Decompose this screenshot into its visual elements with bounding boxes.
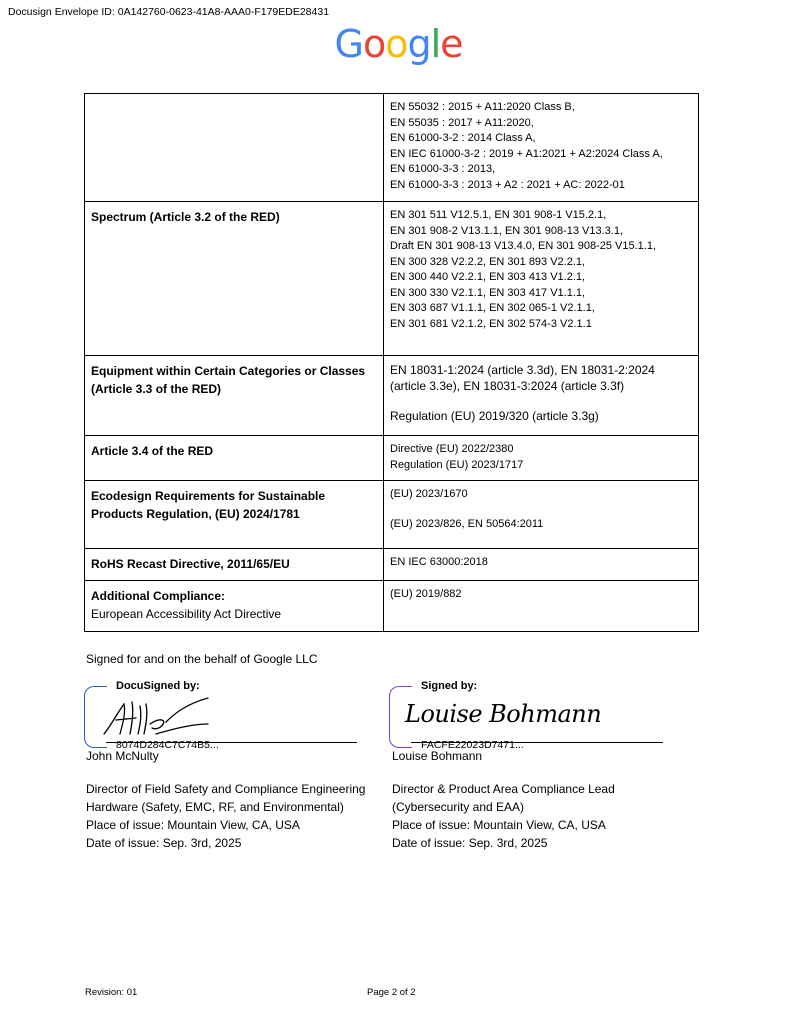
signer-name-1: John McNulty: [86, 749, 159, 763]
table-row: [85, 581, 699, 632]
standard-category: [85, 202, 384, 356]
standard-category: [85, 481, 384, 549]
category-line: Additional Compliance:: [91, 589, 226, 603]
table-row: [85, 481, 699, 549]
logo-letter: g: [407, 22, 431, 66]
category-line: Article 3.4 of the RED: [91, 444, 214, 458]
standard-line: (article 3.3e), EN 18031-3:2024 (article 3.3f): [390, 379, 625, 393]
signature-hash-2: FACFE22023D7471...: [421, 739, 524, 751]
standard-line: EN 61000-3-3 : 2013,: [390, 163, 496, 175]
standard-line: Directive (EU) 2022/2380: [390, 443, 514, 455]
standard-values: [384, 202, 699, 356]
table-row: [85, 202, 699, 356]
logo-letter: l: [430, 22, 441, 66]
category-line: Spectrum (Article 3.2 of the RED): [91, 210, 280, 224]
standard-values: [384, 356, 699, 436]
standard-category: [85, 356, 384, 436]
google-logo: [0, 22, 797, 66]
standard-line: Regulation (EU) 2023/1717: [390, 458, 524, 471]
docusigned-by-label: DocuSigned by:: [116, 680, 200, 692]
signer-details-1: Director of Field Safety and Compliance Engineering Hardware (Safety, EMC, RF, and Environmental) Place of issue: Mountain View, CA, USA Date of issue: Sep. 3rd, 2025: [86, 782, 366, 850]
standard-line: EN 55032 : 2015 + A11:2020 Class B,: [390, 101, 575, 113]
standard-line: EN 61000-3-2 : 2014 Class A,: [390, 132, 536, 144]
spacer: [390, 503, 692, 517]
standard-values: [384, 94, 699, 202]
table-row: [85, 549, 699, 581]
standard-line: EN 303 687 V1.1.1, EN 302 065-1 V2.1.1,: [390, 302, 595, 314]
spacer: [390, 394, 692, 408]
standard-line: EN 301 511 V12.5.1, EN 301 908-1 V15.2.1,: [390, 209, 607, 221]
standards-table: [84, 93, 699, 632]
signature-louise-bohmann: Louise Bohmann: [405, 700, 602, 728]
standard-line: EN 61000-3-3 : 2013 + A2 : 2021 + AC: 2022-01: [390, 178, 625, 191]
standard-line: (EU) 2023/826, EN 50564:2011: [390, 517, 544, 530]
standard-values: [384, 581, 699, 632]
signed-for-statement: Signed for and on the behalf of Google LLC: [86, 652, 318, 666]
category-line: Ecodesign Requirements for Sustainable: [91, 489, 326, 503]
standard-line: EN IEC 61000-3-2 : 2019 + A1:2021 + A2:2024 Class A,: [390, 147, 663, 160]
standard-line: EN 300 330 V2.1.1, EN 303 417 V1.1.1,: [390, 286, 586, 299]
page-number: Page 2 of 2: [367, 987, 416, 998]
signed-by-label: Signed by:: [421, 680, 478, 692]
signer-name-2: Louise Bohmann: [392, 749, 483, 763]
table-row: [85, 94, 699, 202]
docusign-envelope-id: Docusign Envelope ID: 0A142760-0623-41A8-AAA0-F179EDE28431: [8, 6, 330, 18]
revision-number: Revision: 01: [85, 987, 138, 998]
logo-letter: o: [362, 22, 386, 66]
category-line: (Article 3.3 of the RED): [91, 382, 222, 396]
table-row: [85, 436, 699, 481]
standard-values: [384, 481, 699, 549]
standard-category: [85, 436, 384, 481]
standard-category: [85, 94, 384, 202]
category-line: RoHS Recast Directive, 2011/65/EU: [91, 557, 290, 571]
logo-letter: e: [440, 22, 463, 66]
category-subtitle: European Accessibility Act Directive: [91, 607, 282, 621]
logo-letter: G: [334, 22, 363, 66]
standard-values: [384, 549, 699, 581]
signature-john-mcnulty: [96, 694, 216, 742]
standard-line: EN 301 908-2 V13.1.1, EN 301 908-13 V13.3.1,: [390, 224, 623, 237]
standard-values: [384, 436, 699, 481]
standard-line: EN 18031-1:2024 (article 3.3d), EN 18031-2:2024: [390, 363, 655, 377]
standard-category: [85, 581, 384, 632]
standard-line: EN IEC 63000:2018: [390, 556, 488, 568]
standard-line: EN 55035 : 2017 + A11:2020,: [390, 116, 534, 129]
category-line: Products Regulation, (EU) 2024/1781: [91, 507, 300, 521]
standard-line: Regulation (EU) 2019/320 (article 3.3g): [390, 409, 599, 423]
logo-letter: o: [385, 22, 408, 66]
signature-hash-1: 8074D284C7C74B5...: [116, 739, 219, 751]
standard-line: EN 301 681 V2.1.2, EN 302 574-3 V2.1.1: [390, 317, 592, 330]
standard-category: [85, 549, 384, 581]
standard-line: Draft EN 301 908-13 V13.4.0, EN 301 908-25 V15.1.1,: [390, 240, 657, 252]
category-line: Equipment within Certain Categories or Classes: [91, 364, 366, 378]
standard-line: (EU) 2019/882: [390, 588, 462, 600]
signer-details-2: Director & Product Area Compliance Lead (Cybersecurity and EAA) Place of issue: Mountain View, CA, USA Date of issue: Sep. 3rd, 2025: [392, 782, 615, 850]
table-row: [85, 356, 699, 436]
standard-line: (EU) 2023/1670: [390, 488, 468, 500]
standard-line: EN 300 328 V2.2.2, EN 301 893 V2.2.1,: [390, 255, 586, 268]
standard-line: EN 300 440 V2.2.1, EN 303 413 V1.2.1,: [390, 271, 586, 283]
